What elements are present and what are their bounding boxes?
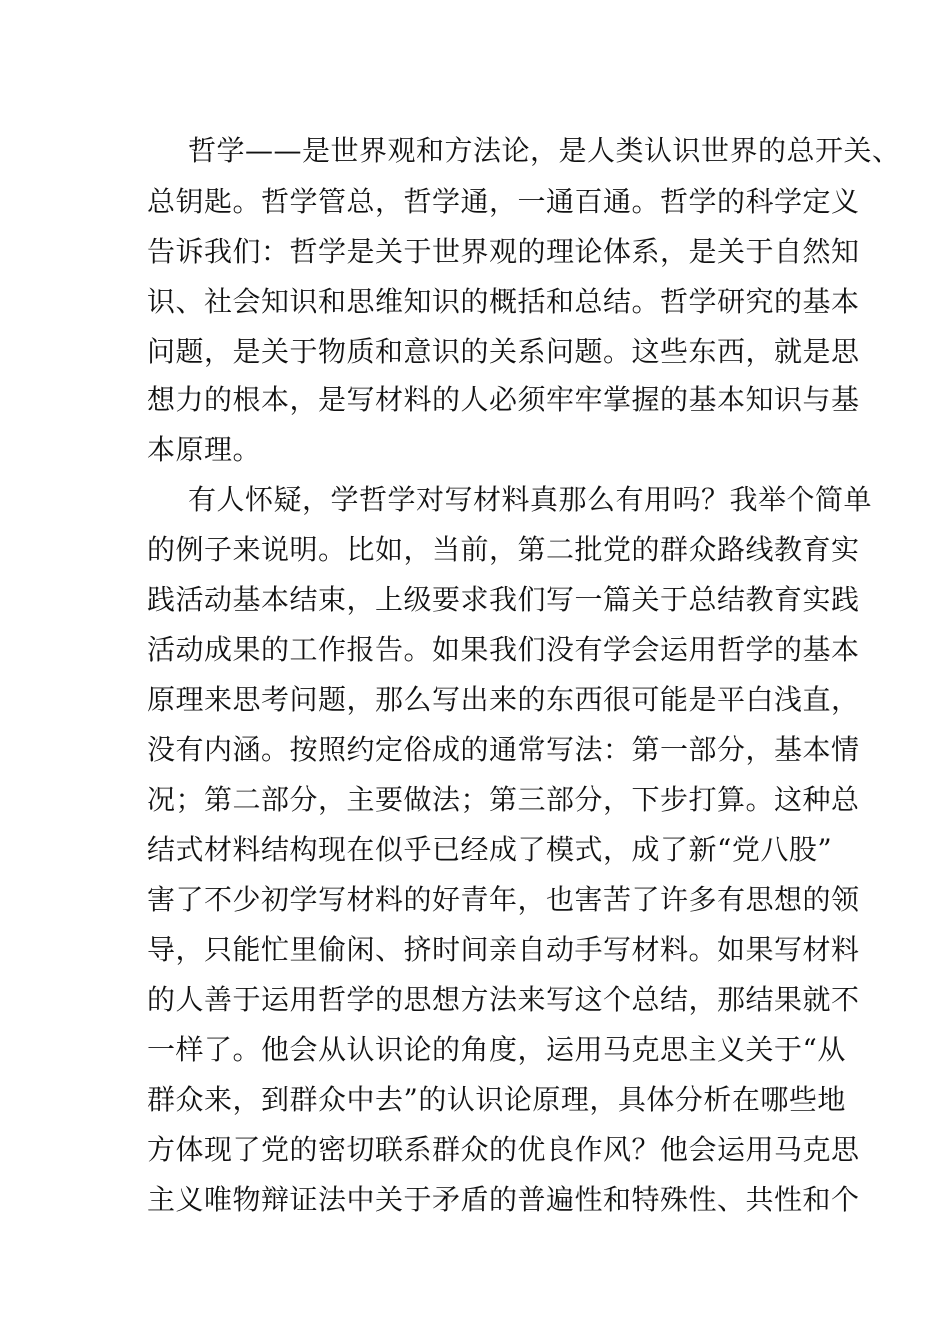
text-line: 害了不少初学写材料的好青年，也害苦了许多有思想的领 bbox=[147, 883, 860, 916]
text-line: 的人善于运用哲学的思想方法来写这个总结，那结果就不 bbox=[147, 983, 860, 1016]
text-line: 一样了。他会从认识论的角度，运用马克思主义关于“从 bbox=[147, 1033, 846, 1066]
text-line: 况；第二部分，主要做法；第三部分，下步打算。这种总 bbox=[147, 783, 860, 816]
text-line: 识、社会知识和思维知识的概括和总结。哲学研究的基本 bbox=[147, 285, 860, 318]
text-line: 主义唯物辩证法中关于矛盾的普遍性和特殊性、共性和个 bbox=[147, 1183, 860, 1216]
text-line: 导，只能忙里偷闲、挤时间亲自动手写材料。如果写材料 bbox=[147, 933, 860, 966]
text-line: 群众来，到群众中去”的认识论原理，具体分析在哪些地 bbox=[147, 1083, 846, 1116]
text-line: 没有内涵。按照约定俗成的通常写法：第一部分，基本情 bbox=[147, 733, 860, 766]
text-line: 想力的根本，是写材料的人必须牢牢掌握的基本知识与基 bbox=[147, 383, 860, 416]
text-line: 本原理。 bbox=[147, 433, 262, 466]
text-line: 有人怀疑，学哲学对写材料真那么有用吗？我举个简单 bbox=[188, 483, 873, 516]
text-line: 告诉我们：哲学是关于世界观的理论体系，是关于自然知 bbox=[147, 235, 860, 268]
text-line: 活动成果的工作报告。如果我们没有学会运用哲学的基本 bbox=[147, 633, 860, 666]
text-line: 践活动基本结束，上级要求我们写一篇关于总结教育实践 bbox=[147, 583, 860, 616]
text-line: 哲学——是世界观和方法论，是人类认识世界的总开关、 bbox=[188, 134, 901, 167]
text-line: 总钥匙。哲学管总，哲学通，一通百通。哲学的科学定义 bbox=[147, 185, 860, 218]
text-line: 结式材料结构现在似乎已经成了模式，成了新“党八股” bbox=[147, 833, 833, 866]
text-line: 方体现了党的密切联系群众的优良作风？他会运用马克思 bbox=[147, 1133, 860, 1166]
text-line: 的例子来说明。比如，当前，第二批党的群众路线教育实 bbox=[147, 533, 860, 566]
text-line: 原理来思考问题，那么写出来的东西很可能是平白浅直， bbox=[147, 683, 860, 716]
text-line: 问题，是关于物质和意识的关系问题。这些东西，就是思 bbox=[147, 335, 860, 368]
